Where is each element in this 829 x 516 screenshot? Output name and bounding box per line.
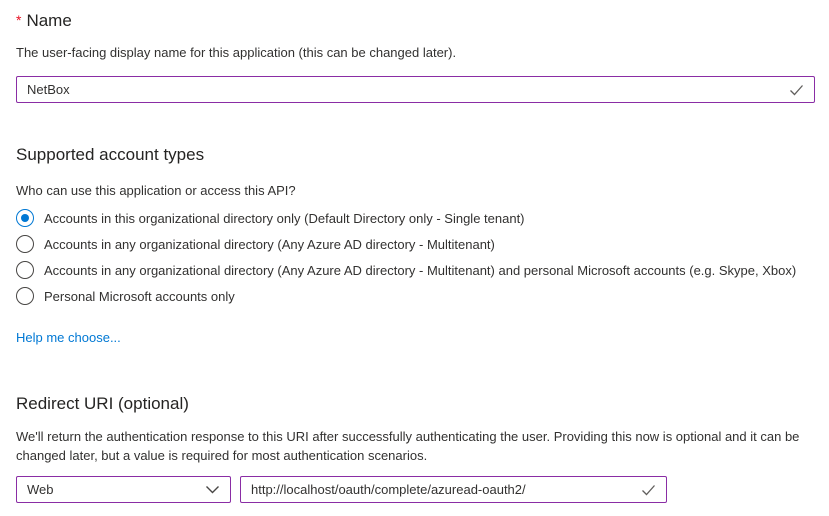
radio-option-label: Personal Microsoft accounts only [44,288,235,304]
radio-button[interactable] [16,209,34,227]
help-me-choose-link[interactable]: Help me choose... [16,330,121,345]
name-input-container [16,76,815,103]
redirect-uri-section-title: Redirect URI (optional) [16,394,189,413]
check-icon [789,84,804,96]
radio-option-label: Accounts in any organizational directory (Any Azure AD directory - Multitenant) and personal Microsoft accounts (e.g. Skype, Xbox) [44,262,797,278]
radio-button[interactable] [16,261,34,279]
redirect-uri-description: We'll return the authentication response to this URI after successfully authenticating the user. Providing this now is optional and it can be changed later, but a value is required for most authentication scenarios. [16,429,800,463]
radio-option-multitenant[interactable] [16,231,815,257]
account-types-section-title: Supported account types [16,145,205,164]
radio-button[interactable] [16,235,34,253]
chevron-down-icon [205,485,220,494]
account-types-question: Who can use this application or access this API? [16,183,296,198]
radio-option-single-tenant[interactable] [16,205,815,231]
radio-option-personal-only[interactable] [16,283,815,309]
radio-button[interactable] [16,287,34,305]
redirect-uri-input[interactable] [251,482,633,497]
account-types-radio-group [16,205,815,309]
redirect-uri-controls [16,476,815,503]
radio-option-label: Accounts in any organizational directory (Any Azure AD directory - Multitenant) [44,236,495,252]
name-field-description: The user-facing display name for this application (this can be changed later). [16,45,457,60]
platform-select-value: Web [27,482,54,497]
required-asterisk: * [16,12,22,28]
platform-select[interactable] [16,476,231,503]
name-input[interactable] [27,82,781,97]
radio-option-multitenant-personal[interactable] [16,257,815,283]
name-section-title [16,10,815,31]
name-section-title-text: Name [26,11,72,30]
radio-option-label: Accounts in this organizational directory only (Default Directory only - Single tenant) [44,210,525,226]
redirect-uri-input-container [240,476,667,503]
check-icon [641,484,656,496]
